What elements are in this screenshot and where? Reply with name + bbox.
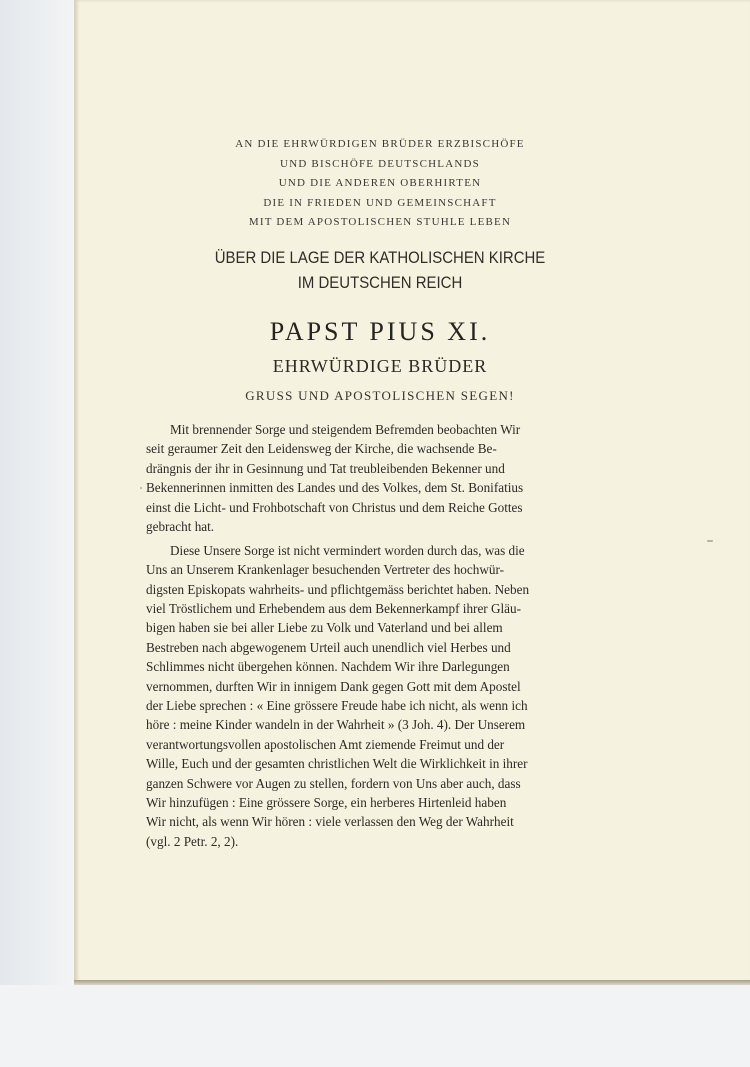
scanner-bed-bottom — [0, 985, 750, 1067]
text-line: Bekennerinnen inmitten des Landes und des Volkes, dem St. Bonifatius — [146, 480, 524, 496]
text-line: digsten Episkopats wahrheits- und pflichtgemäss berichtet haben. Neben — [146, 581, 530, 597]
text-line: bigen haben sie bei aller Liebe zu Volk und Vaterland und bei allem — [146, 620, 503, 636]
addressee-line: DIE IN FRIEDEN UND GEMEINSCHAFT — [263, 196, 497, 209]
scanner-background — [0, 0, 74, 1067]
author-heading: PAPST PIUS XI. — [269, 317, 491, 346]
text-line: Mit brennender Sorge und steigendem Befremden beobachten Wir — [170, 422, 521, 437]
encyclical-title — [186, 245, 573, 295]
title-line: IM DEUTSCHEN REICH — [297, 273, 463, 292]
text-line: der Liebe sprechen : « Eine grössere Freude habe ich nicht, als wenn ich — [146, 697, 528, 713]
body-text — [146, 420, 606, 856]
text-line: Wille, Euch und der gesamten christlichen Welt die Wirklichkeit in ihrer — [146, 756, 528, 772]
text-line: gebracht hat. — [146, 518, 215, 534]
addressee-line: MIT DEM APOSTOLISCHEN STUHLE LEBEN — [248, 216, 512, 229]
paragraph — [146, 541, 606, 851]
text-line: Bestreben nach abgewogenem Urteil auch unendlich viel Herbes und — [146, 639, 511, 655]
paper-speck — [140, 487, 142, 489]
text-line: Schlimmes nicht übergehen können. Nachdem Wir ihre Darlegungen — [146, 659, 510, 675]
page-bottom-edge — [74, 980, 750, 985]
paragraph — [146, 420, 606, 536]
addressee-line: AN DIE EHRWÜRDIGEN BRÜDER ERZBISCHÖFE — [235, 138, 525, 150]
addressee-block — [200, 135, 560, 233]
text-line: verantwortungsvollen apostolischen Amt ziemende Freimut und der — [146, 736, 505, 752]
text-line: einst die Licht- und Frohbotschaft von Christus und dem Reiche Gottes — [146, 499, 523, 515]
text-line: (vgl. 2 Petr. 2, 2). — [146, 833, 239, 849]
greeting: GRUSS UND APOSTOLISCHEN SEGEN! — [245, 388, 515, 403]
text-line: höre : meine Kinder wandeln in der Wahrheit » (3 Joh. 4). Der Unserem — [146, 717, 526, 733]
addressee-line: UND BISCHÖFE DEUTSCHLANDS — [280, 157, 480, 170]
text-line: Wir nicht, als wenn Wir hören : viele verlassen den Weg der Wahrheit — [146, 814, 514, 830]
title-line: ÜBER DIE LAGE DER KATHOLISCHEN KIRCHE — [214, 248, 546, 267]
salutation: EHRWÜRDIGE BRÜDER — [272, 356, 488, 376]
text-line: Uns an Unserem Krankenlager besuchenden Vertreter des hochwür- — [146, 562, 504, 578]
paper-speck — [707, 540, 713, 542]
text-line: ganzen Schwere vor Augen zu stellen, fordern von Uns aber auch, dass — [146, 775, 521, 791]
text-line: drängnis der ihr in Gesinnung und Tat treubleibenden Bekenner und — [146, 460, 505, 476]
text-line: viel Tröstlichem und Erhebendem aus dem Bekennerkampf ihrer Gläu- — [146, 601, 522, 617]
text-line: Wir hinzufügen : Eine grössere Sorge, ein herberes Hirtenleid haben — [146, 794, 507, 810]
text-line: vernommen, durften Wir in innigem Dank gegen Gott mit dem Apostel — [146, 678, 521, 694]
addressee-line: UND DIE ANDEREN OBERHIRTEN — [278, 177, 482, 190]
text-line: seit geraumer Zeit den Leidensweg der Kirche, die wachsende Be- — [146, 441, 497, 457]
text-line: Diese Unsere Sorge ist nicht vermindert worden durch das, was die — [170, 542, 525, 558]
